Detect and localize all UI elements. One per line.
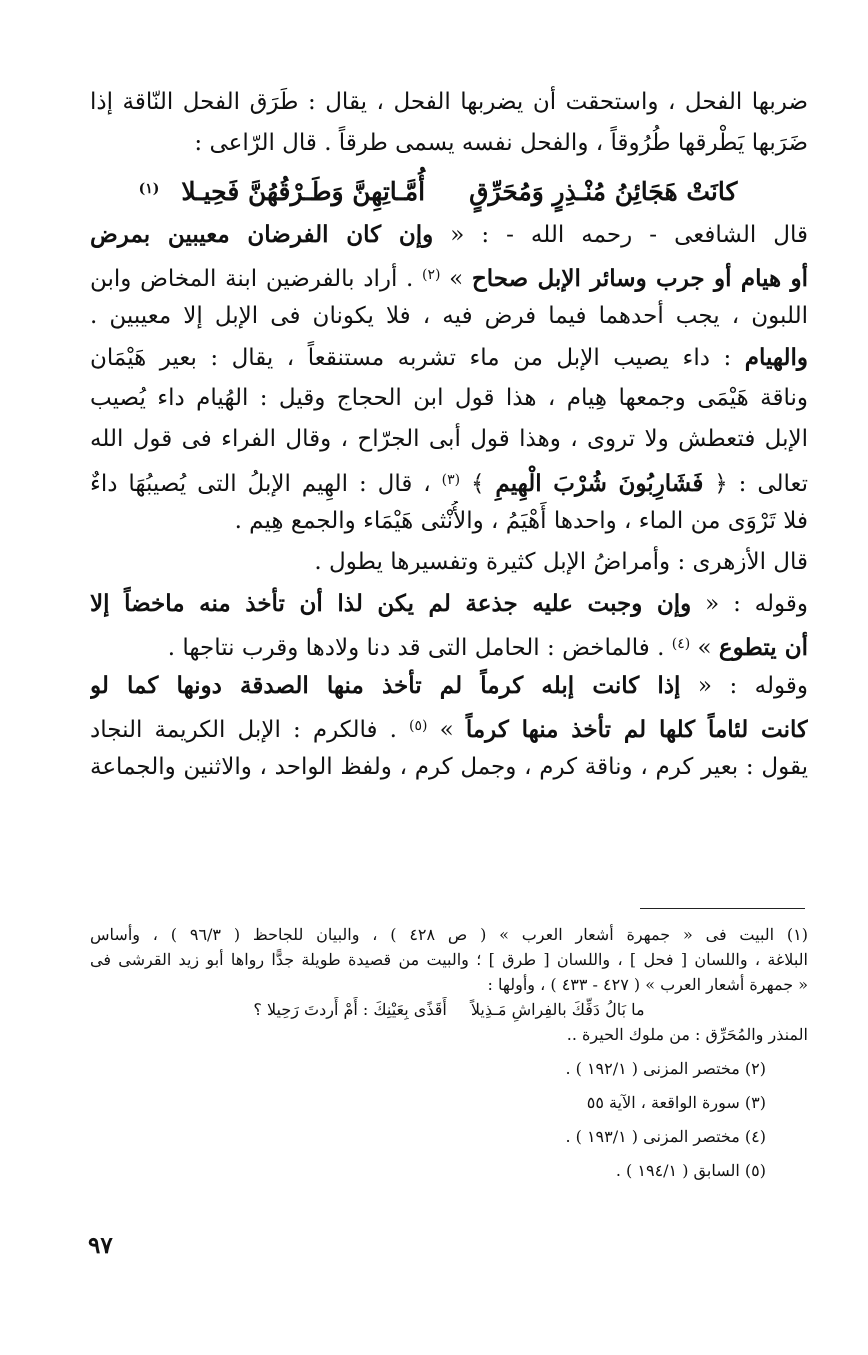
text-run: : داء يصيب الإبل من ماء تشربه مستنقعاً ، يقال : بعير هَيْمَان: [90, 345, 745, 371]
footnote-line: البلاغة ، واللسان [ فحل ] ، واللسان [ طرق ] ؛ والبيت من قصيدة طويلة جدًّا رواها أبو زيد القرشى فى: [90, 950, 808, 969]
verse-hemistich-2: أُمَّـاتِهِنَّ وَطَـرْقُهُنَّ فَحِيـلا: [181, 177, 426, 206]
text-run: »: [440, 266, 472, 292]
verse-hemistich-1: كانَتْ هَجَائِنُ مُنْـذِرٍ وَمُحَرِّقٍ: [469, 177, 738, 206]
text-line: [90, 665, 808, 706]
footnote-line: « جمهرة أشعار العرب » ( ٤٢٧ - ٤٣٣ ) ، وأولها :: [487, 975, 808, 994]
footnote-line: المنذر والمُحَرِّق : من ملوك الحيرة ..: [566, 1025, 808, 1044]
text-line: [90, 747, 808, 788]
text-line: [90, 501, 808, 542]
quoted-text: فَشَارِبُونَ شُرْبَ الْهِيمِ: [495, 470, 704, 497]
text-line: [90, 624, 808, 665]
footnote-line: (٣) سورة الواقعة ، الآية ٥٥: [586, 1093, 766, 1112]
text-run: ضَرَبها يَطْرقها طُرُوقاً ، والفحل نفسه يسمى طرقاً . قال الرّاعى :: [194, 130, 808, 156]
text-run: »: [690, 635, 719, 661]
text-line: [90, 378, 808, 419]
footnote-marker: (١): [138, 181, 160, 197]
footnote-line: (١) البيت فى « جمهرة أشعار العرب » ( ص ٤٢٨ ) ، والبيان للجاحظ ( ٩٦/٣ ) ، وأساس: [90, 925, 808, 944]
text-run: الإبل فتعطش ولا تروى ، وهذا قول أبى الجرّاح ، وقال الفراء فى قول الله: [90, 426, 808, 452]
text-run: »: [427, 717, 466, 743]
footnotes: [90, 922, 808, 1183]
footnote-line: (٢) مختصر المزنى ( ١٩٢/١ ) .: [565, 1059, 766, 1078]
text-run: ، قال : الهِيم الإبلُ التى يُصيبُهَا داءٌ: [90, 471, 442, 497]
text-run: وقوله : «: [691, 591, 808, 617]
text-run: وناقة هَيْمَى وجمعها هِيام ، هذا قول ابن الحجاج وقيل : الهُيام داء يُصيب: [90, 385, 808, 411]
text-run: اللبون ، يجب أحدهما فيما فرض فيه ، فلا يكونان فى الإبل إلا معيبين .: [90, 303, 808, 329]
quoted-text: إذا كانت إبله كرماً لم تأخذ منها الصدقة دونها كما لو: [90, 672, 681, 699]
text-run: فلا تَرْوَى من الماء ، واحدها أَهْيَمُ ، والأُنْثى هَيْمَاء والجمع هِيم .: [234, 508, 808, 534]
quoted-text: وإن وجبت عليه جذعة لم يكن لذا أن تأخذ منه ماخضاً إلا: [90, 590, 692, 617]
footnote-marker: (٢): [422, 267, 441, 283]
footnote-marker: (٣): [441, 472, 461, 488]
text-run: . أراد بالفرضين ابنة المخاض وابن: [90, 266, 423, 292]
text-run: ضربها الفحل ، واستحقت أن يضربها الفحل ، يقال : طَرَق الفحل النّاقة إذا: [90, 89, 808, 115]
text-run: قال الأزهرى : وأمراضُ الإبل كثيرة وتفسيرها يطول .: [314, 549, 808, 575]
poem-verse: [90, 164, 808, 214]
poem-hemistich-1: ما بَالُ دَفِّكَ بالفِراشِ مَـذِيلاً: [470, 1000, 645, 1019]
text-line: [90, 255, 808, 296]
text-run: . فالكرم : الإبل الكريمة النجاد: [90, 717, 410, 743]
text-line: [90, 583, 808, 624]
text-line: [90, 542, 808, 583]
text-run: يقول : بعير كرم ، وناقة كرم ، وجمل كرم ، ولفظ الواحد ، والاثنين والجماعة: [90, 754, 808, 780]
text-line: [90, 337, 808, 378]
quoted-text: وإن كان الفرضان معيبين بمرض: [90, 221, 434, 248]
quoted-text: أو هيام أو جرب وسائر الإبل صحاح: [471, 265, 808, 292]
text-line: [90, 82, 808, 123]
text-run: تعالى : ﴿: [703, 471, 808, 497]
quoted-text: أن يتطوع: [718, 634, 808, 661]
text-line: [90, 214, 808, 255]
text-line: [90, 123, 808, 164]
text-run: . فالماخض : الحامل التى قد دنا ولادها وقرب نتاجها .: [167, 635, 672, 661]
quoted-text: كانت لئاماً كلها لم تأخذ منها كرماً: [465, 716, 808, 743]
text-run: ﴾: [460, 471, 496, 497]
footnote-separator: [640, 908, 805, 909]
footnote-line: (٤) مختصر المزنى ( ١٩٣/١ ) .: [565, 1127, 766, 1146]
text-line: [90, 419, 808, 460]
text-run: قال الشافعى - رحمه الله - : «: [433, 222, 808, 248]
text-line: [90, 296, 808, 337]
text-line: [90, 706, 808, 747]
poem-hemistich-2: أَقَذًى بِعَيْنِكَ : أَمْ أَردتَ رَحِيلا ؟: [253, 1000, 447, 1019]
quoted-text: والهيام: [744, 344, 808, 371]
text-run: وقوله : «: [680, 673, 808, 699]
text-line: [90, 460, 808, 501]
footnote-line: (٥) السابق ( ١٩٤/١ ) .: [615, 1161, 766, 1180]
footnote-marker: (٤): [671, 636, 691, 652]
page-number: ٩٧: [88, 1232, 113, 1259]
main-text: [90, 82, 808, 788]
footnote-marker: (٥): [409, 718, 428, 734]
footnote-poem: [90, 997, 808, 1022]
